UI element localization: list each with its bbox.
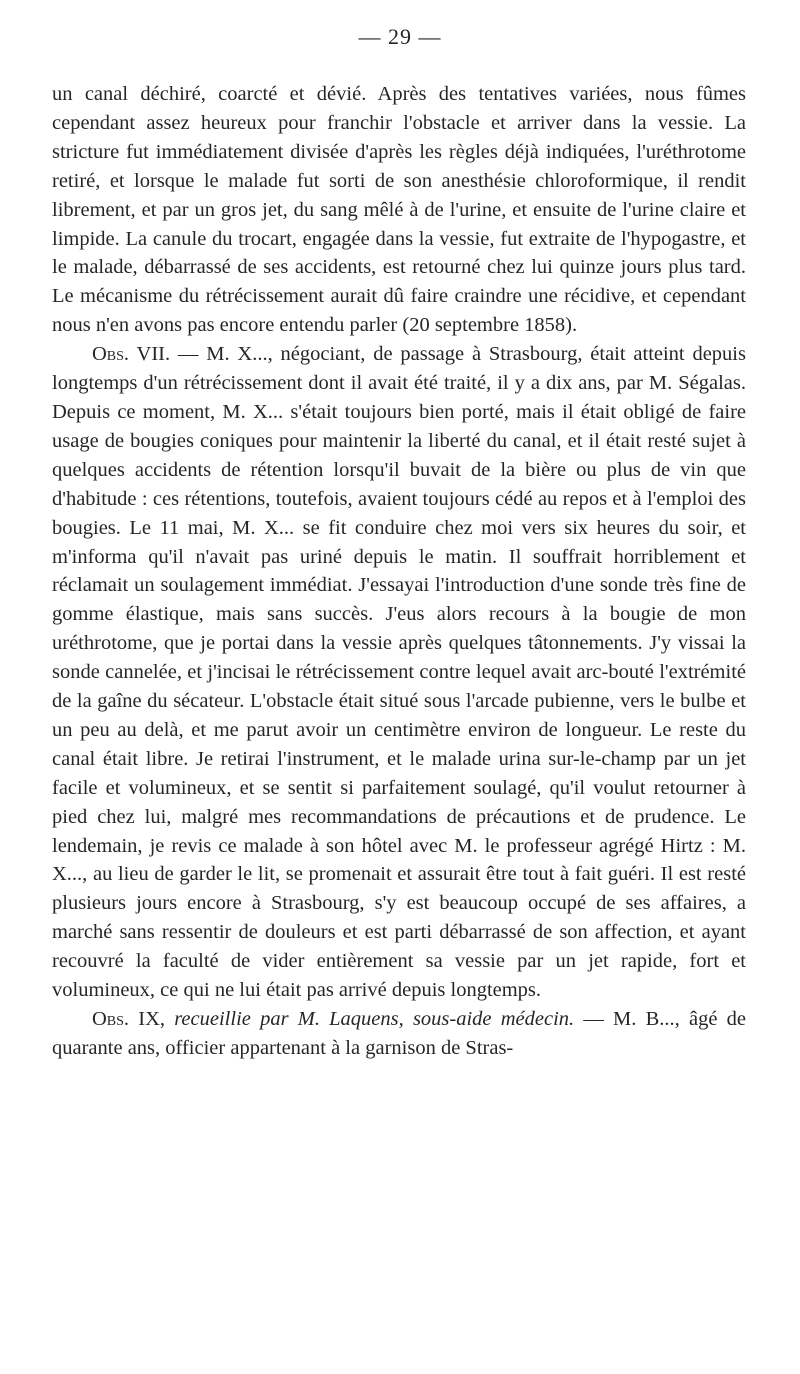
observation-text: — M. B..., âgé de quarante ans, officier appartenant à la garnison de Stras- — [52, 1008, 746, 1059]
observation-source: recueillie par M. Laquens, sous-aide médecin. — [165, 1008, 575, 1030]
paragraph-observation-vii — [52, 340, 746, 1005]
body-text — [52, 80, 746, 1063]
paragraph-observation-ix — [52, 1005, 746, 1063]
observation-text: — M. X..., négociant, de passage à Strasbourg, était atteint depuis longtemps d'un rétrécissement dont il avait été traité, il y a dix ans, par M. Ségalas. Depuis ce moment, M. X... s'était toujours bien porté, mais il était obligé de faire usage de bougies coniques pour maintenir la liberté du canal, et il était resté sujet à quelques accidents de rétention lorsqu'il buvait de la bière ou plus de vin que d'habitude : ces rétentions, toutefois, avaient toujours cédé au repos et à l'emploi des bougies. Le 11 mai, M. X... se fit conduire chez moi vers six heures du soir, et m'informa qu'il n'avait pas uriné depuis le matin. Il souffrait horriblement et réclamait un soulagement immédiat. J'essayai l'introduction d'une sonde très fine de gomme élastique, mais sans succès. J'eus alors recours à la bougie de mon uréthrotome, que je portai dans la vessie après quelques tâtonnements. J'y vissai la sonde cannelée, et j'incisai le rétrécissement contre lequel avait arc-bouté l'extrémité de la gaîne du sécateur. L'obstacle était situé sous l'arcade pubienne, vers le bulbe et un peu au delà, et me parut avoir un centimètre environ de longueur. Le reste du canal était libre. Je retirai l'instrument, et le malade urina sur-le-champ par un jet facile et volumineux, et se sentit si parfaitement soulagé, qu'il voulut retourner à pied chez lui, malgré mes recommandations de précautions et de prudence. Le lendemain, je revis ce malade à son hôtel avec M. le professeur agrégé Hirtz : M. X..., au lieu de garder le lit, se promenait et assurait être tout à fait guéri. Il est resté plusieurs jours encore à Strasbourg, s'y est beaucoup occupé de ses affaires, a marché sans ressentir de douleurs et est parti débarrassé de son affection, et ayant recouvré la faculté de vider entièrement sa vessie par un jet rapide, fort et volumineux, ce qui ne lui était pas arrivé depuis longtemps. — [52, 343, 746, 1002]
paragraph-continuation: un canal déchiré, coarcté et dévié. Après des tentatives variées, nous fûmes cependant assez heureux pour franchir l'obstacle et arriver dans la vessie. La stricture fut immédiatement divisée d'après les règles déjà indiquées, l'uréthrotome retiré, et lorsque le malade fut sorti de son anesthésie chloroformique, il rendit librement, et par un gros jet, du sang mêlé à de l'urine, et ensuite de l'urine claire et limpide. La canule du trocart, engagée dans la vessie, fut extraite de l'hypogastre, et le malade, débarrassé de ses accidents, est retourné chez lui quinze jours plus tard. Le mécanisme du rétrécissement aurait dû faire craindre une récidive, et cependant nous n'en avons pas encore entendu parler (20 septembre 1858). — [52, 83, 746, 337]
observation-label: Obs. VII. — [92, 343, 171, 366]
observation-label: Obs. IX, — [92, 1008, 166, 1030]
page-number: — 29 — — [358, 24, 442, 49]
